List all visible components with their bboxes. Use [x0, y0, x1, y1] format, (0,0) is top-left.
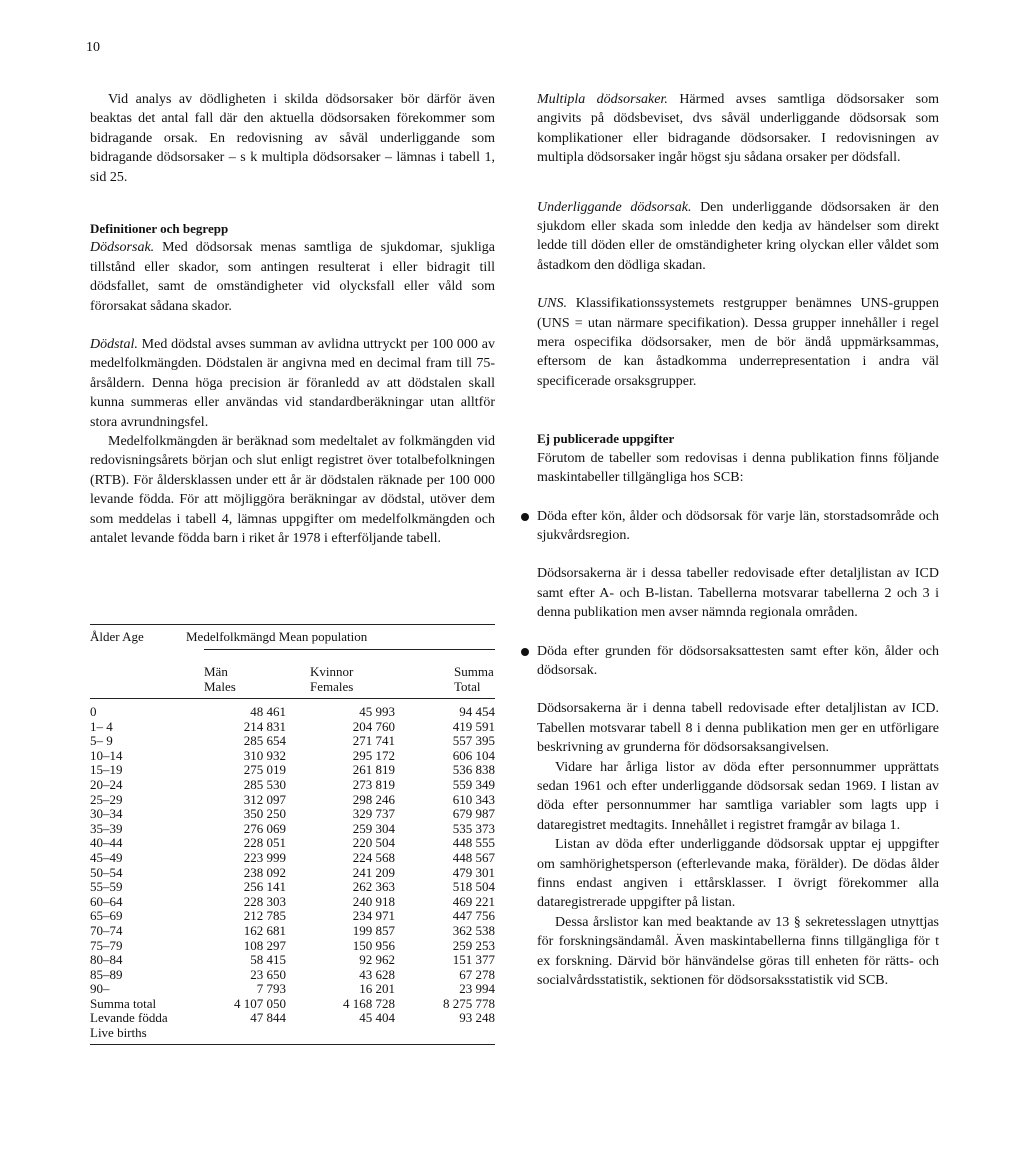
row-women-cell: 262 363 [352, 879, 395, 895]
row-age-cell: 65–69 [90, 908, 123, 924]
row-women-cell: 150 956 [352, 937, 395, 953]
table-row [90, 836, 495, 851]
table-bottom-rule [90, 1044, 495, 1045]
bullet-2-follow-paragraph: Dödsorsakerna är i denna tabell redovisade efter detaljlistan av ICD. Tabellen motsvarar tabell 8 i denna publikation men ger en utförligare beskrivning av grunderna för dödsorsaksangivelsen. [537, 701, 939, 756]
table-header-rule [90, 698, 495, 699]
row-men-cell: 58 415 [250, 952, 286, 968]
row-women-cell: 4 168 728 [343, 995, 395, 1011]
table-body [90, 705, 495, 1026]
men-header-sv: Män [204, 664, 228, 679]
row-age-cell: 10–14 [90, 747, 123, 763]
table-row [90, 968, 495, 983]
table-age-header: Ålder Age [90, 629, 144, 644]
row-age-cell: 75–79 [90, 937, 123, 953]
row-women-cell: 92 962 [359, 952, 395, 968]
table-row [90, 997, 495, 1012]
row-age-cell: 35–39 [90, 820, 123, 836]
row-women-cell: 234 971 [352, 908, 395, 924]
intro-paragraph: Vid analys av dödligheten i skilda dödsorsaker bör därför även beaktas det antal fall där den aktuella dödsorsaken förekommer som bidragande orsak. En redovisning av såväl underliggande som bidragande dödsorsaker – s k multipla dödsorsaker – lämnas i tabell 1, sid 25. [90, 92, 495, 185]
multipla-term: Multipla dödsorsaker. [537, 92, 668, 107]
row-men-cell: 310 932 [243, 747, 286, 763]
total-header-sv: Summa [454, 664, 494, 679]
row-age-cell: 15–19 [90, 762, 123, 778]
row-total-cell: 535 373 [452, 820, 495, 836]
row-women-cell: 199 857 [352, 922, 395, 938]
row-total-cell: 518 504 [452, 879, 495, 895]
left-column-definitions [90, 219, 495, 549]
row-women-cell: 45 404 [359, 1010, 395, 1026]
row-age-cell: 20–24 [90, 776, 123, 792]
row-age-cell: Levande födda [90, 1010, 168, 1026]
row-women-cell: 45 993 [359, 704, 395, 719]
right-column [537, 90, 939, 990]
row-women-cell: 240 918 [352, 893, 395, 909]
row-total-cell: 259 253 [452, 937, 495, 953]
dodstal-text: Med dödstal avses summan av avlidna uttryckt per 100 000 av medelfolkmängden. Dödstalen är angivna med en decimal fram till 75-årsåldern. Denna höga precision är föranledd av att dödstalen skall kunna summeras eller användas vid standardberäkningar utan alltför stora avrundningsfel. [90, 337, 495, 430]
page-number: 10 [86, 40, 100, 55]
row-women-cell: 329 737 [352, 806, 395, 822]
row-total-cell: 151 377 [452, 952, 495, 968]
bullet-item-1 [537, 507, 939, 546]
table-row [90, 705, 495, 720]
table-row [90, 720, 495, 735]
row-women-cell: 16 201 [359, 981, 395, 997]
table-row [90, 807, 495, 822]
row-total-cell: 93 248 [459, 1010, 495, 1026]
row-men-cell: 108 297 [243, 937, 286, 953]
row-men-cell: 256 141 [243, 879, 286, 895]
table-row [90, 793, 495, 808]
row-age-cell: 5– 9 [90, 733, 113, 749]
row-total-cell: 448 567 [452, 849, 495, 865]
row-men-cell: 4 107 050 [234, 995, 286, 1011]
row-men-cell: 47 844 [250, 1010, 286, 1026]
row-age-cell: 60–64 [90, 893, 123, 909]
row-total-cell: 479 301 [452, 864, 495, 880]
table-row [90, 734, 495, 749]
row-women-cell: 224 568 [352, 849, 395, 865]
definitions-heading: Definitioner och begrepp [90, 221, 229, 236]
row-men-cell: 275 019 [243, 762, 286, 778]
row-total-cell: 94 454 [459, 704, 495, 719]
row-women-cell: 271 741 [352, 733, 395, 749]
row-men-cell: 228 051 [243, 835, 286, 851]
population-table [90, 624, 495, 1045]
bullet-2-text: Döda efter grunden för dödsorsaksattesten samt efter kön, ålder och dödsorsak. [537, 643, 939, 678]
row-women-cell: 295 172 [352, 747, 395, 763]
row-age-cell: 25–29 [90, 791, 123, 807]
row-age-cell: 30–34 [90, 806, 123, 822]
row-men-cell: 312 097 [243, 791, 286, 807]
row-men-cell: 350 250 [243, 806, 286, 822]
uns-paragraph [537, 294, 939, 391]
medelfolk-paragraph: Medelfolkmängden är beräknad som medeltalet av folkmängden vid redovisningsårets början och slut enligt registret över totalbefolkningen (RTB). För åldersklassen under ett år är dödstalen räknade per 100 000 levande födda. För att möjliggöra beräkningar av dödstal, utöver dem som meddelas i tabell 4, lämnas uppgifter om medelfolkmängden och antalet levande födda barn i riket år 1978 i efterföljande tabell. [90, 434, 495, 547]
row-men-cell: 214 831 [243, 718, 286, 734]
dodstal-paragraph [90, 335, 495, 432]
row-men-cell: 7 793 [256, 981, 286, 997]
table-row [90, 895, 495, 910]
table-row [90, 763, 495, 778]
row-women-cell: 204 760 [352, 718, 395, 734]
row-men-cell: 48 461 [250, 704, 286, 719]
row-age-cell: 55–59 [90, 879, 123, 895]
row-total-cell: 610 343 [452, 791, 495, 807]
row-women-cell: 261 819 [352, 762, 395, 778]
left-column-intro [90, 90, 495, 187]
table-row [90, 924, 495, 939]
row-total-cell: 362 538 [452, 922, 495, 938]
bullet-1-follow-paragraph: Dödsorsakerna är i dessa tabeller redovisade efter detaljlistan av ICD samt efter A- och B-listan. Tabellerna motsvarar tabellerna 2 och 3 i denna publikation men avser nämnda regionala områden. [537, 566, 939, 621]
dessa-paragraph: Dessa årslistor kan med beaktande av 13 § sekretesslagen utnyttjas för forskningsändamål. Även maskintabellerna finns tillgängliga för t ex forskning. Därvid bör hänvändelse göras till enheten för rätts- och socialvårdsstatistik, sektionen för dödsorsaksstatistik vid SCB. [537, 914, 939, 989]
row-age-cell: 0 [90, 704, 97, 719]
row-men-cell: 23 650 [250, 966, 286, 982]
row-age-cell: 40–44 [90, 835, 123, 851]
row-women-cell: 273 819 [352, 776, 395, 792]
table-row [90, 778, 495, 793]
row-women-cell: 298 246 [352, 791, 395, 807]
live-births-label: Live births [90, 1025, 147, 1041]
table-row [90, 851, 495, 866]
vidare-paragraph: Vidare har årliga listor av döda efter personnummer upprättats sedan 1961 och efter underliggande dödsorsak sedan 1969. I listan av döda efter personnummer har samtliga variabler som lagts upp i dataregistret medtagits. Innehållet i registret framgår av bilaga 1. [537, 759, 939, 833]
row-men-cell: 276 069 [243, 820, 286, 836]
row-age-cell: Summa total [90, 995, 157, 1011]
row-total-cell: 419 591 [452, 718, 495, 734]
row-men-cell: 285 654 [243, 733, 286, 749]
row-age-cell: 45–49 [90, 849, 123, 865]
row-age-cell: 85–89 [90, 966, 123, 982]
row-age-cell: 90– [90, 981, 110, 997]
multipla-paragraph [537, 90, 939, 168]
row-women-cell: 43 628 [359, 966, 395, 982]
multipla-text: Härmed avses samtliga dödsorsaker som angivits på dödsbeviset, dvs såväl underliggande dödsorsak som komplikationer eller bidragande dödsorsaker. I redovisningen av multipla dödsorsaker ingår högst sju sådana orsaker per dödsfall. [537, 92, 939, 166]
ej-intro-paragraph: Förutom de tabeller som redovisas i denna publikation finns följande maskintabeller tillgängliga hos SCB: [537, 450, 939, 486]
row-total-cell: 606 104 [452, 747, 495, 763]
dodstal-term: Dödstal. [90, 337, 138, 353]
table-row [90, 982, 495, 997]
row-women-cell: 241 209 [352, 864, 395, 880]
table-group-header: Medelfolkmängd Mean population [186, 629, 368, 644]
row-total-cell: 67 278 [459, 966, 495, 982]
dodsorsak-text: Med dödsorsak menas samtliga de sjukdomar, sjukliga tillstånd eller skador, som antingen resulterat i eller bidragit till dödsfallet, samt de omständigheter vid olycksfall eller våld som förorsakat sådana skador. [90, 240, 495, 314]
underliggande-paragraph [537, 198, 939, 276]
table-row [90, 866, 495, 881]
men-header-en: Males [204, 679, 236, 694]
table-group-rule [204, 649, 495, 650]
total-header-en: Total [454, 679, 481, 694]
row-total-cell: 448 555 [452, 835, 495, 851]
row-total-cell: 559 349 [452, 776, 495, 792]
row-age-cell: 50–54 [90, 864, 123, 880]
row-total-cell: 536 838 [452, 762, 495, 778]
row-men-cell: 223 999 [243, 849, 286, 865]
bullet-dot-icon [521, 648, 529, 656]
row-men-cell: 228 303 [243, 893, 286, 909]
bullet-item-2 [537, 642, 939, 681]
row-men-cell: 162 681 [243, 922, 286, 938]
dodsorsak-paragraph [90, 238, 495, 316]
row-men-cell: 238 092 [243, 864, 286, 880]
bullet-1-text: Döda efter kön, ålder och dödsorsak för varje län, storstadsområde och sjukvårdsregion. [537, 508, 939, 543]
uns-term: UNS. [537, 296, 567, 312]
table-row [90, 880, 495, 895]
row-women-cell: 220 504 [352, 835, 395, 851]
dodsorsak-term: Dödsorsak. [90, 240, 155, 256]
row-total-cell: 557 395 [452, 733, 495, 749]
ej-publicerade-heading: Ej publicerade uppgifter [537, 431, 675, 447]
row-total-cell: 469 221 [452, 893, 495, 909]
table-row [90, 749, 495, 764]
table-row [90, 939, 495, 954]
table-row [90, 1011, 495, 1026]
bullet-dot-icon [521, 513, 529, 521]
row-men-cell: 285 530 [243, 776, 286, 792]
listan-paragraph: Listan av döda efter underliggande dödsorsak upptar ej uppgifter om samhörighetsperson (efterlevande maka, förälder). De dödas ålder finns endast angiven i ettårsklasser. I övrigt förekommer alla dataregistrerade uppgifter på listan. [537, 837, 939, 911]
underliggande-text: Den underliggande dödsorsaken är den sjukdom eller skada som inledde den kedja av händelser som direkt ledde till döden eller de omständigheter kring olyckan eller våldet som åstadkom den dödliga skadan. [537, 199, 940, 273]
women-header-sv: Kvinnor [310, 664, 354, 679]
row-total-cell: 8 275 778 [443, 995, 495, 1011]
women-header-en: Females [310, 679, 354, 694]
row-men-cell: 212 785 [243, 908, 286, 924]
uns-text: Klassifikationssystemets restgrupper benämnes UNS-gruppen (UNS = utan närmare specifikation). Dessa grupper innehåller i regel mera ospecifika dödsorsaker, men de bör ändå uppmärksammas, eftersom de kan åstadkomma underrepresentation i andra väl specificerade orsaksgrupper. [537, 296, 939, 389]
row-women-cell: 259 304 [352, 820, 395, 836]
row-age-cell: 70–74 [90, 922, 123, 938]
row-total-cell: 23 994 [459, 981, 495, 997]
row-age-cell: 80–84 [90, 952, 123, 968]
table-row [90, 909, 495, 924]
row-age-cell: 1– 4 [90, 718, 113, 734]
table-row [90, 953, 495, 968]
underliggande-term: Underliggande dödsorsak. [537, 199, 692, 215]
row-total-cell: 447 756 [452, 908, 495, 924]
table-row [90, 822, 495, 837]
row-total-cell: 679 987 [452, 806, 495, 822]
